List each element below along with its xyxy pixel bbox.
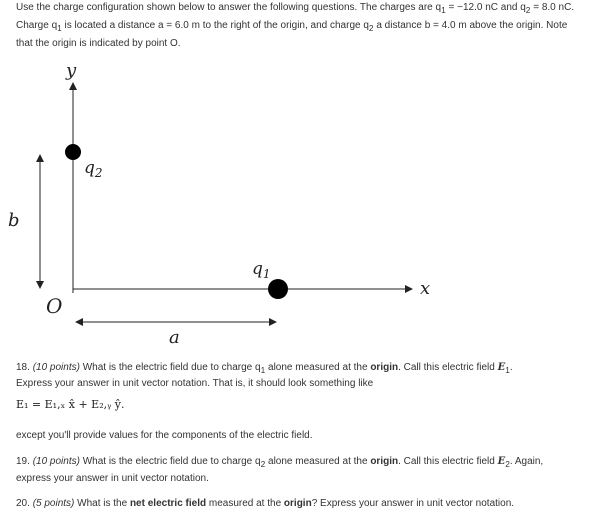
b-label: b [8,210,20,231]
q1-charge [268,279,288,299]
question-19-line2: express your answer in unit vector notation. [16,473,209,484]
example-equation: E₁ = E₁,ₓ x̂ + E₂,ᵧ ŷ. [16,398,125,411]
question-18-line2: Express your answer in unit vector notation. That is, it should look something like [16,378,374,389]
question-18-after: except you'll provide values for the components of the electric field. [16,430,313,441]
y-axis-label: y [66,60,77,81]
intro-paragraph: Use the charge configuration shown below to answer the following questions. The charges are $q_1 = -12.0$ nC and $q_2 = 8.0$ nC. Charge $q_1$ is located a distance a = 6.0 m to the right of the origin, and charge $q_2$ a distance b = 4.0 m above the origin. Note that the origin is indicated by point O. [16,2,575,49]
origin-label: O [46,294,63,318]
question-20: 20. (5 points) What is the net electric field measured at the origin? Express your answer in unit vector notation. [16,498,515,509]
a-label: a [169,327,180,348]
question-18: 18. (10 points) What is the electric field due to charge $q_1$ alone measured at the origin. Call this electric field $E_1$. [16,362,513,375]
x-axis-label: x [420,278,431,299]
question-19: 19. (10 points) What is the electric field due to charge $q_2$ alone measured at the origin. Call this electric field $E_2$. Again, [16,456,544,469]
q1-label: $q_1$ [252,259,271,281]
q2-label: $q_2$ [84,158,103,180]
q2-charge [65,144,81,160]
